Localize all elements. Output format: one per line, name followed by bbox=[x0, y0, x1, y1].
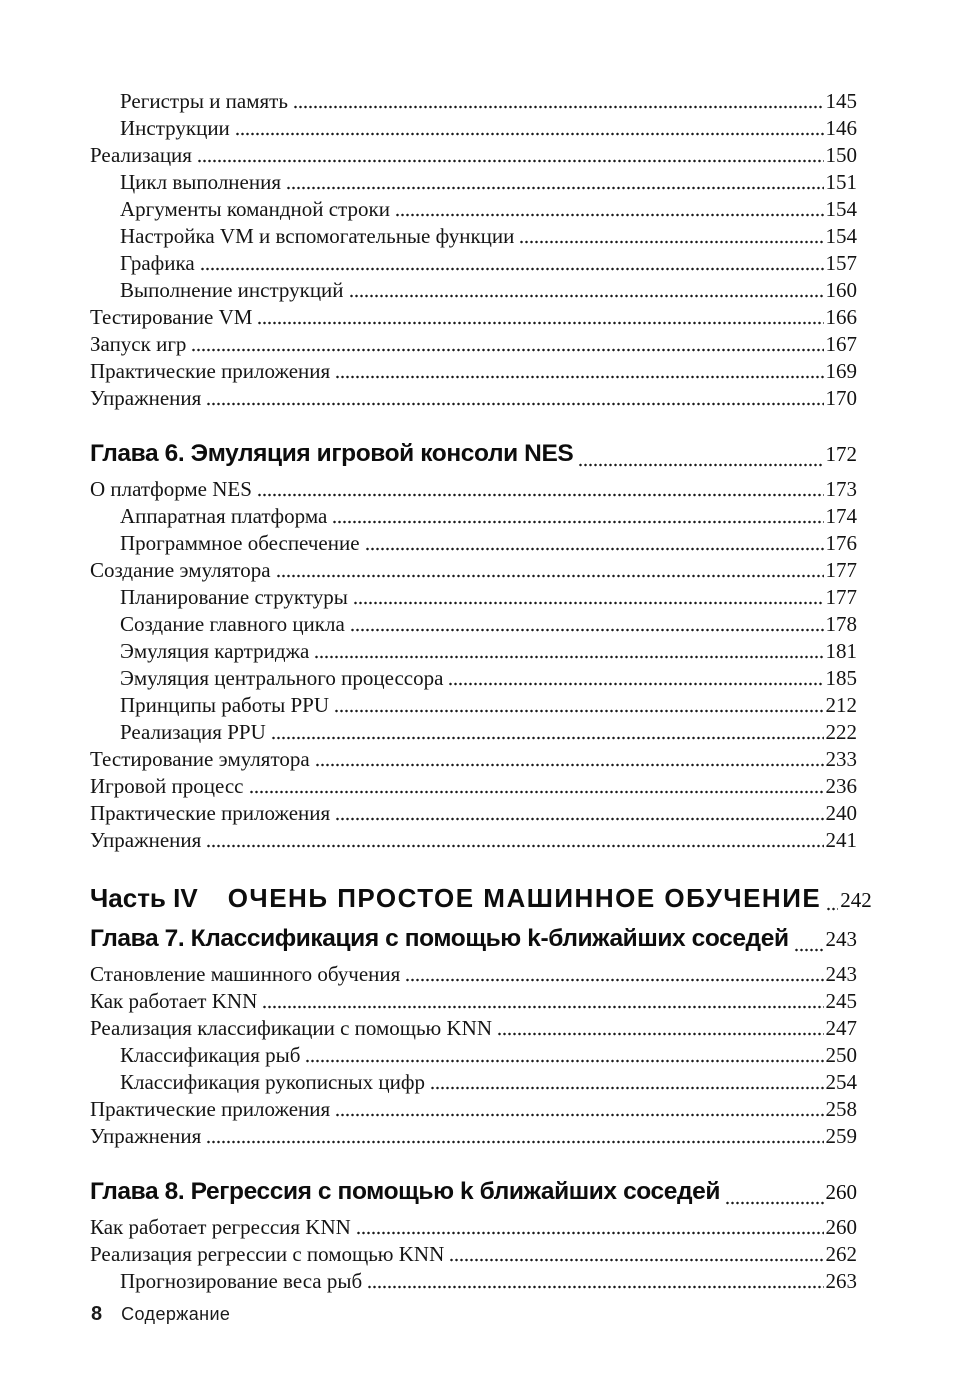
entry-title: ОЧЕНЬ ПРОСТОЕ МАШИННОЕ ОБУЧЕНИЕ bbox=[227, 883, 822, 913]
dot-leader bbox=[335, 800, 823, 827]
entry-page-number: 177 bbox=[825, 585, 857, 609]
dot-leader bbox=[395, 196, 824, 223]
entry-page-number: 146 bbox=[825, 116, 857, 140]
dot-leader bbox=[206, 385, 823, 412]
toc-entry bbox=[90, 1042, 857, 1069]
dot-leader bbox=[305, 1042, 823, 1069]
part-label: Часть IV bbox=[90, 883, 198, 913]
entry-title: Реализация PPU bbox=[120, 720, 266, 744]
dot-leader bbox=[349, 277, 824, 304]
dot-leader bbox=[350, 611, 824, 638]
toc-entry bbox=[90, 476, 857, 503]
entry-page-number: 167 bbox=[825, 332, 857, 356]
dot-leader bbox=[276, 557, 824, 584]
footer bbox=[91, 1303, 230, 1326]
dot-leader bbox=[430, 1069, 824, 1096]
entry-page-number: 254 bbox=[825, 1070, 857, 1094]
entry-title: Планирование структуры bbox=[120, 585, 348, 609]
toc-entry bbox=[90, 1268, 857, 1295]
dot-leader bbox=[725, 1178, 823, 1214]
entry-page-number: 233 bbox=[825, 747, 857, 771]
toc-entry bbox=[90, 503, 857, 530]
entry-title: Как работает KNN bbox=[90, 989, 258, 1013]
entry-title: Классификация рукописных цифр bbox=[120, 1070, 425, 1094]
dot-leader bbox=[335, 1096, 823, 1123]
toc-entry bbox=[90, 1015, 857, 1042]
entry-title: Инструкции bbox=[120, 116, 230, 140]
dot-leader bbox=[257, 476, 824, 503]
entry-title: Программное обеспечение bbox=[120, 531, 360, 555]
toc-entry bbox=[90, 223, 857, 250]
entry-page-number: 222 bbox=[825, 720, 857, 744]
entry-title: Регистры и память bbox=[120, 89, 288, 113]
entry-title: Игровой процесс bbox=[90, 774, 244, 798]
dot-leader bbox=[332, 503, 823, 530]
toc-entry bbox=[90, 250, 857, 277]
toc-entry bbox=[90, 277, 857, 304]
toc-list bbox=[90, 88, 872, 1295]
dot-leader bbox=[353, 584, 824, 611]
toc-entry bbox=[90, 961, 857, 988]
dot-leader bbox=[314, 638, 823, 665]
dot-leader bbox=[249, 773, 824, 800]
toc-chapter-heading bbox=[90, 1178, 857, 1214]
dot-leader bbox=[794, 925, 824, 961]
entry-page-number: 260 bbox=[825, 1180, 857, 1204]
entry-title: Глава 8. Регрессия с помощью k ближайших соседей bbox=[90, 1178, 721, 1205]
entry-page-number: 185 bbox=[825, 666, 857, 690]
footer-page-number: 8 bbox=[91, 1303, 103, 1325]
toc-entry bbox=[90, 557, 857, 584]
entry-page-number: 243 bbox=[825, 962, 857, 986]
dot-leader bbox=[519, 223, 823, 250]
toc-entry bbox=[90, 1069, 857, 1096]
entry-title: Выполнение инструкций bbox=[120, 278, 344, 302]
entry-title: Практические приложения bbox=[90, 359, 331, 383]
toc-entry bbox=[90, 196, 857, 223]
entry-title: Тестирование VM bbox=[90, 305, 253, 329]
entry-page-number: 160 bbox=[825, 278, 857, 302]
entry-page-number: 181 bbox=[825, 639, 857, 663]
entry-title: Эмуляция центрального процессора bbox=[120, 666, 444, 690]
dot-leader bbox=[315, 746, 824, 773]
entry-title: Запуск игр bbox=[90, 332, 187, 356]
toc-entry bbox=[90, 692, 857, 719]
dot-leader bbox=[191, 331, 823, 358]
entry-page-number: 240 bbox=[825, 801, 857, 825]
toc-entry bbox=[90, 827, 857, 854]
dot-leader bbox=[449, 1241, 823, 1268]
dot-leader bbox=[578, 440, 823, 476]
entry-title: Прогнозирование веса рыб bbox=[120, 1269, 363, 1293]
dot-leader bbox=[293, 88, 824, 115]
dot-leader bbox=[826, 885, 838, 920]
entry-title: Принципы работы PPU bbox=[120, 693, 330, 717]
entry-page-number: 154 bbox=[825, 224, 857, 248]
entry-page-number: 260 bbox=[825, 1215, 857, 1239]
toc-entry bbox=[90, 169, 857, 196]
entry-page-number: 245 bbox=[825, 989, 857, 1013]
toc-chapter-heading bbox=[90, 925, 857, 961]
toc-entry bbox=[90, 1214, 857, 1241]
entry-title: Глава 6. Эмуляция игровой консоли NES bbox=[90, 440, 574, 467]
entry-title: Упражнения bbox=[90, 1124, 202, 1148]
dot-leader bbox=[200, 250, 824, 277]
dot-leader bbox=[448, 665, 823, 692]
dot-leader bbox=[257, 304, 823, 331]
entry-page-number: 170 bbox=[825, 386, 857, 410]
entry-page-number: 258 bbox=[825, 1097, 857, 1121]
entry-title: Как работает регрессия KNN bbox=[90, 1215, 351, 1239]
footer-section-label: Содержание bbox=[121, 1304, 231, 1324]
toc-entry bbox=[90, 115, 857, 142]
toc-entry bbox=[90, 1123, 857, 1150]
entry-title: Реализация регрессии с помощью KNN bbox=[90, 1242, 445, 1266]
entry-title: Настройка VM и вспомогательные функции bbox=[120, 224, 515, 248]
entry-title: Цикл выполнения bbox=[120, 170, 281, 194]
dot-leader bbox=[334, 692, 823, 719]
entry-title: Создание главного цикла bbox=[120, 612, 345, 636]
entry-page-number: 154 bbox=[825, 197, 857, 221]
toc-entry bbox=[90, 584, 857, 611]
entry-page-number: 174 bbox=[825, 504, 857, 528]
entry-title: Глава 7. Классификация с помощью k-ближайших соседей bbox=[90, 925, 789, 952]
entry-title: Классификация рыб bbox=[120, 1043, 301, 1067]
entry-page-number: 243 bbox=[825, 927, 857, 951]
entry-title: Реализация классификации с помощью KNN bbox=[90, 1016, 492, 1040]
toc-entry bbox=[90, 142, 857, 169]
entry-page-number: 263 bbox=[825, 1269, 857, 1293]
entry-page-number: 173 bbox=[825, 477, 857, 501]
toc-entry bbox=[90, 385, 857, 412]
entry-page-number: 212 bbox=[825, 693, 857, 717]
dot-leader bbox=[497, 1015, 824, 1042]
entry-page-number: 250 bbox=[825, 1043, 857, 1067]
dot-leader bbox=[367, 1268, 823, 1295]
entry-title: Практические приложения bbox=[90, 801, 331, 825]
dot-leader bbox=[286, 169, 824, 196]
entry-page-number: 166 bbox=[825, 305, 857, 329]
entry-page-number: 178 bbox=[825, 612, 857, 636]
entry-page-number: 241 bbox=[825, 828, 857, 852]
toc-entry bbox=[90, 665, 857, 692]
entry-page-number: 262 bbox=[825, 1242, 857, 1266]
dot-leader bbox=[206, 1123, 823, 1150]
toc-entry bbox=[90, 1241, 857, 1268]
entry-page-number: 150 bbox=[825, 143, 857, 167]
entry-page-number: 151 bbox=[825, 170, 857, 194]
entry-page-number: 242 bbox=[840, 888, 872, 912]
dot-leader bbox=[271, 719, 824, 746]
entry-page-number: 157 bbox=[825, 251, 857, 275]
entry-page-number: 236 bbox=[825, 774, 857, 798]
toc-entry bbox=[90, 638, 857, 665]
dot-leader bbox=[235, 115, 824, 142]
toc-entry bbox=[90, 611, 857, 638]
dot-leader bbox=[206, 827, 823, 854]
dot-leader bbox=[262, 988, 823, 1015]
dot-leader bbox=[197, 142, 824, 169]
toc-entry bbox=[90, 1096, 857, 1123]
entry-page-number: 247 bbox=[825, 1016, 857, 1040]
dot-leader bbox=[356, 1214, 824, 1241]
entry-title: Графика bbox=[120, 251, 195, 275]
entry-title: Эмуляция картриджа bbox=[120, 639, 310, 663]
entry-page-number: 145 bbox=[825, 89, 857, 113]
toc-entry bbox=[90, 988, 857, 1015]
toc-entry bbox=[90, 88, 857, 115]
toc-entry bbox=[90, 746, 857, 773]
toc-entry bbox=[90, 800, 857, 827]
toc-entry bbox=[90, 304, 857, 331]
entry-title: Аппаратная платформа bbox=[120, 504, 328, 528]
toc-chapter-heading bbox=[90, 440, 857, 476]
dot-leader bbox=[405, 961, 823, 988]
entry-page-number: 169 bbox=[825, 359, 857, 383]
entry-title: Тестирование эмулятора bbox=[90, 747, 310, 771]
toc-entry bbox=[90, 331, 857, 358]
entry-page-number: 172 bbox=[825, 442, 857, 466]
entry-title: Упражнения bbox=[90, 828, 202, 852]
dot-leader bbox=[335, 358, 823, 385]
toc-entry bbox=[90, 773, 857, 800]
toc-entry bbox=[90, 358, 857, 385]
toc-entry bbox=[90, 719, 857, 746]
entry-title: О платформе NES bbox=[90, 477, 252, 501]
entry-title: Упражнения bbox=[90, 386, 202, 410]
entry-page-number: 176 bbox=[825, 531, 857, 555]
toc-part-heading bbox=[90, 883, 872, 920]
entry-title: Практические приложения bbox=[90, 1097, 331, 1121]
dot-leader bbox=[365, 530, 824, 557]
entry-title: Реализация bbox=[90, 143, 192, 167]
entry-title: Аргументы командной строки bbox=[120, 197, 390, 221]
entry-page-number: 177 bbox=[825, 558, 857, 582]
entry-page-number: 259 bbox=[825, 1124, 857, 1148]
entry-title: Создание эмулятора bbox=[90, 558, 271, 582]
entry-title: Становление машинного обучения bbox=[90, 962, 401, 986]
toc-entry bbox=[90, 530, 857, 557]
